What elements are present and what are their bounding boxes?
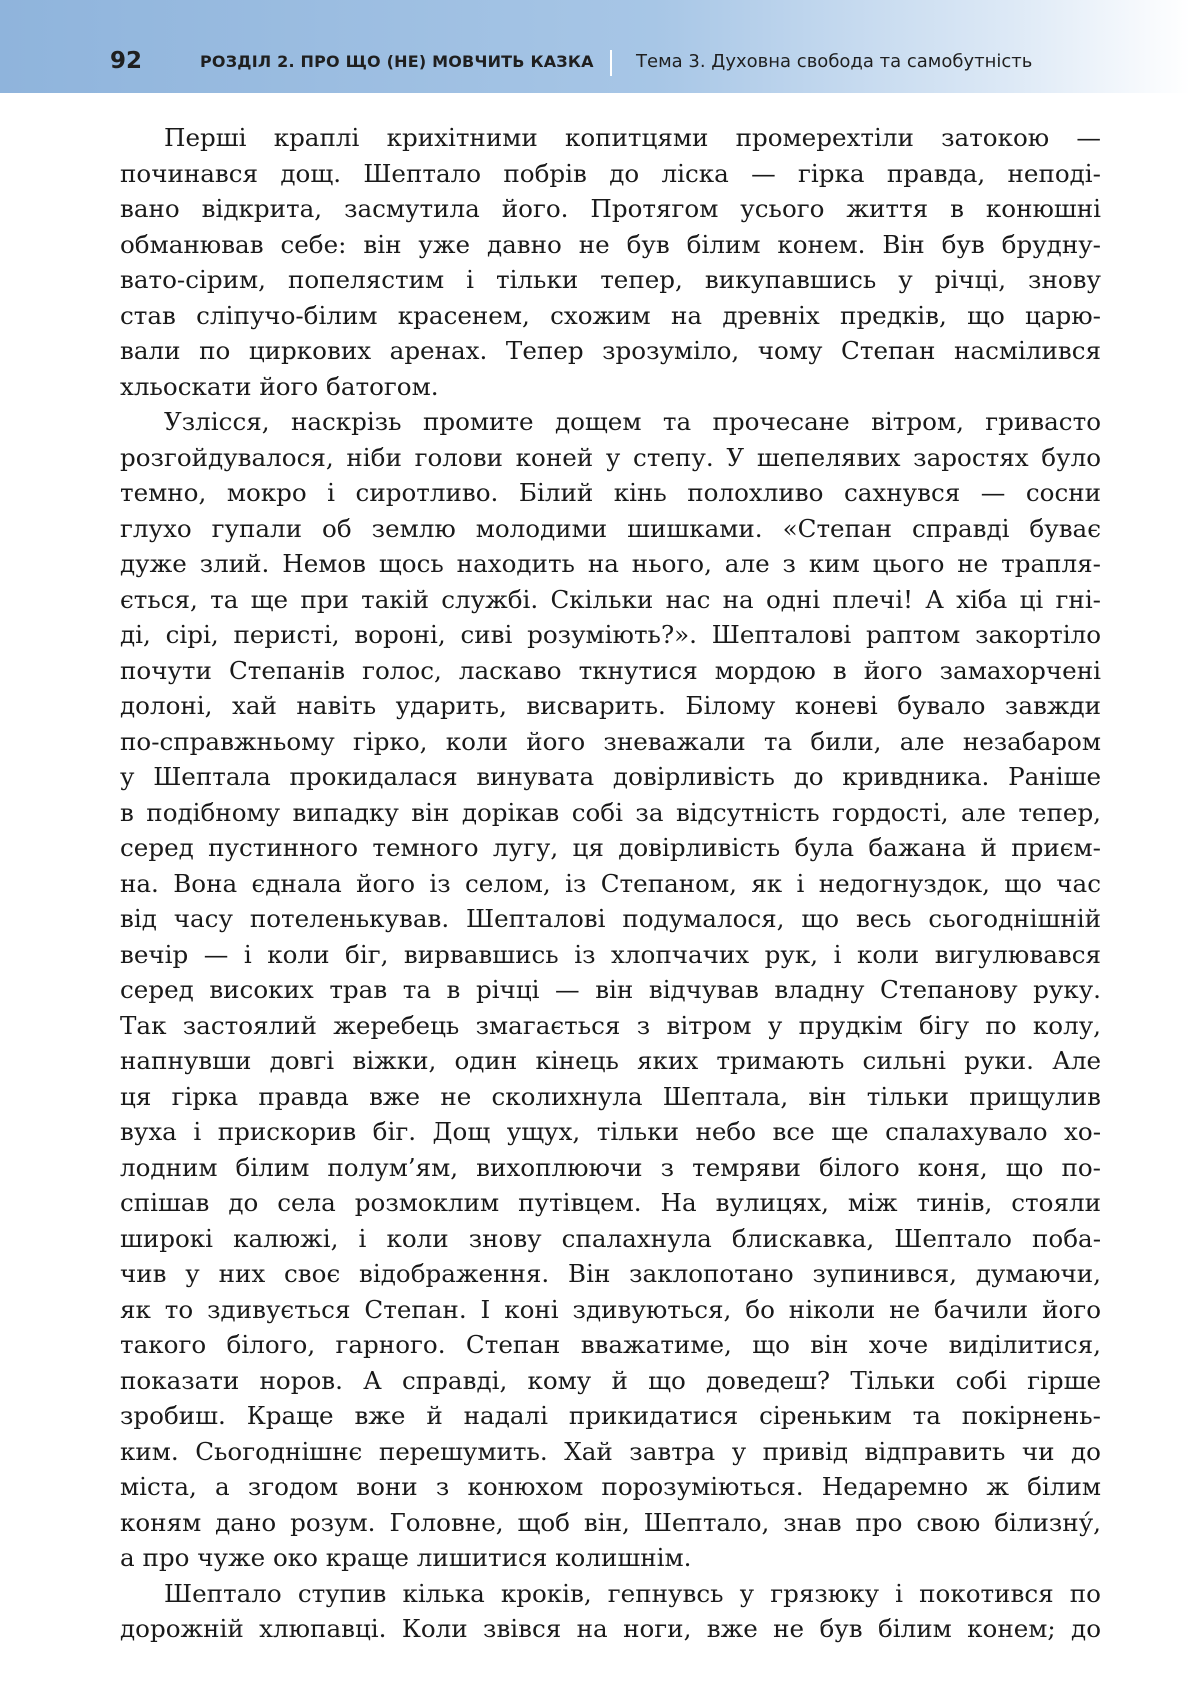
text-line: по-справжньому гірко, коли його зневажали та били, але незабаром [120,726,1101,756]
text-line: дорожній хлюпавці. Коли звівся на ноги, вже не був білим конем; до [120,1614,1101,1643]
text-line: ким. Сьогоднішнє перешумить. Хай завтра у привід відправить чи до [120,1436,1101,1466]
text-line: міста, а згодом вони з конюхом порозуміються. Недаремно ж білим [120,1472,1101,1501]
text-line: в подібному випадку він дорікав собі за відсутність гордості, але тепер, [120,797,1101,827]
section-title: РОЗДІЛ 2. ПРО ЩО (НЕ) МОВЧИТЬ КАЗКА [200,52,594,71]
text-line: ця гірка правда вже не сколихнула Шептала, він тільки прищулив [120,1081,1101,1111]
text-line: серед пустинного темного лугу, ця довірливість була бажана й приєм- [120,833,1101,862]
text-line: Узлісся, наскрізь промите дощем та прочесане вітром, гривасто [164,407,1101,436]
body-text [120,120,1101,1647]
text-line: темно, мокро і сиротливо. Білий кінь полохливо сахнувся — сосни [120,478,1101,507]
paragraph [120,1576,1101,1647]
paragraph [120,120,1101,404]
text-line: Перші краплі крихітними копитцями промерехтіли затокою — [164,123,1101,152]
text-line: вечір — і коли біг, вирвавшись із хлопчачих рук, і коли вигулювався [120,939,1101,969]
text-line: широкі калюжі, і коли знову спалахнула блискавка, Шептало поба- [120,1223,1101,1253]
text-line: хльоскати його батогом. [120,371,439,401]
text-line: вуха і прискорив біг. Дощ ущух, тільки небо все ще спалахувало хо- [120,1117,1101,1146]
text-line: коням дано розум. Головне, щоб він, Шептало, знав про свою білизну́, [120,1507,1101,1537]
text-line: серед високих трав та в річці — він відчував владну Степанову руку. [120,975,1101,1004]
text-line: такого білого, гарного. Степан вважатиме, що він хоче виділитися, [120,1330,1101,1359]
text-line: дуже злий. Немов щось находить на нього, але з ким цього не трапля- [120,549,1101,578]
text-line: почути Степанів голос, ласкаво ткнутися мордою в його замахорчені [120,655,1101,685]
header-divider [610,50,612,76]
text-line: спішав до села розмоклим путівцем. На вулицях, між тинів, стояли [120,1188,1101,1217]
text-line: вано відкрита, засмутила його. Протягом усього життя в конюшні [120,194,1101,223]
text-line: чив у них своє відображення. Він заклопотано зупинився, думаючи, [120,1259,1101,1288]
page-header [0,0,1190,93]
text-line: лодним білим полум’ям, вихоплюючи з темряви білого коня, що по- [120,1152,1101,1182]
text-line: став сліпучо-білим красенем, схожим на древніх предків, що царю- [120,300,1101,330]
text-line: у Шептала прокидалася винувата довірливість до кривдника. Раніше [120,762,1101,791]
text-line: долоні, хай навіть ударить, висварить. Білому коневі бувало завжди [120,691,1101,720]
text-line: ється, та ще при такій службі. Скільки нас на одні плечі! А хіба ці гні- [120,584,1101,614]
page-number: 92 [110,48,143,74]
text-line: а про чуже око краще лишитися колишнім. [120,1543,692,1572]
text-line: Так застоялий жеребець змагається з вітром у прудкім бігу по колу, [120,1010,1101,1040]
text-line: розгойдувалося, ніби голови коней у степу. У шепелявих заростях було [120,442,1101,472]
text-line: зробиш. Краще вже й надалі прикидатися сіреньким та покірнень- [120,1401,1101,1430]
text-line: починався дощ. Шептало побрів до ліска — гірка правда, неподі- [120,158,1101,188]
text-line: на. Вона єднала його із селом, із Степаном, як і недогнуздок, що час [120,868,1101,898]
text-line: вато-сірим, попелястим і тільки тепер, викупавшись у річці, знову [120,265,1101,294]
text-line: Шептало ступив кілька кроків, гепнувсь у грязюку і покотився по [164,1578,1101,1608]
text-line: як то здивується Степан. І коні здивуються, бо ніколи не бачили його [120,1294,1101,1324]
topic-title: Тема 3. Духовна свобода та самобутність [636,51,1033,72]
text-line: глухо гупали об землю молодими шишками. «Степан справді буває [120,513,1101,543]
text-line: показати норов. А справді, кому й що доведеш? Тільки собі гірше [120,1365,1101,1395]
paragraph [120,404,1101,1576]
text-line: обманював себе: він уже давно не був білим конем. Він був брудну- [120,229,1101,259]
text-line: ді, сірі, перисті, вороні, сиві розуміють?». Шепталові раптом закортіло [120,620,1101,649]
text-line: напнувши довгі віжки, один кінець яких тримають сильні руки. Але [120,1046,1101,1075]
text-line: від часу потеленькував. Шепталові подумалося, що весь сьогоднішній [120,904,1101,933]
text-line: вали по циркових аренах. Тепер зрозуміло, чому Степан насмілився [120,336,1101,365]
